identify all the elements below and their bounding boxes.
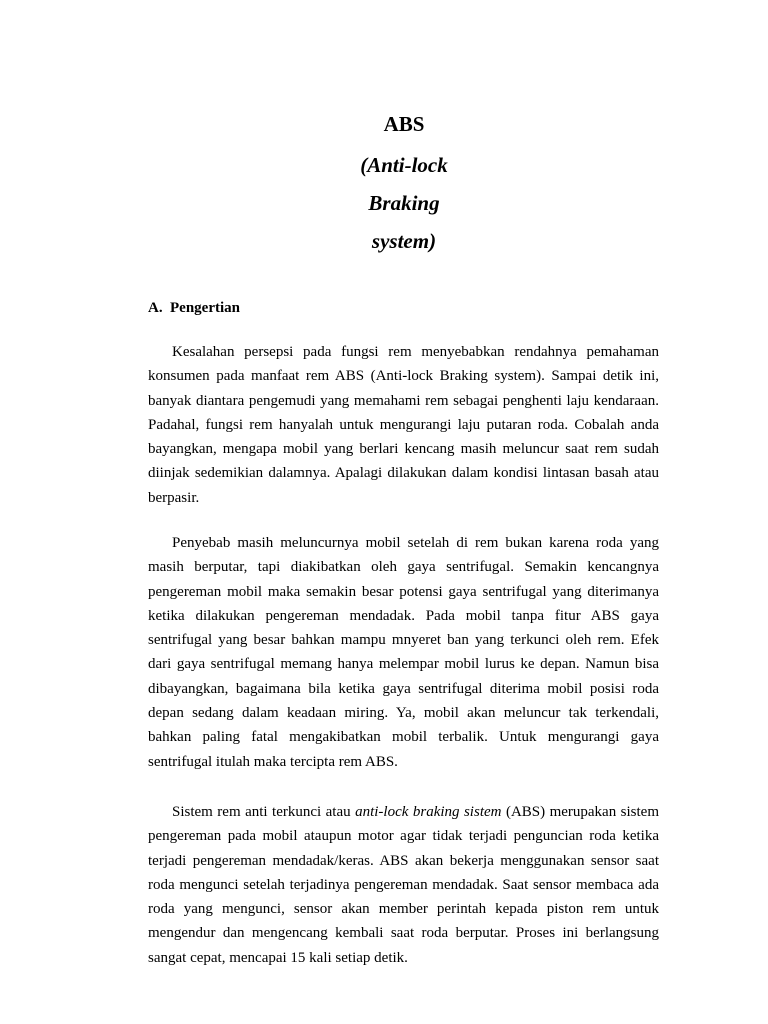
section-number: A. [148,300,163,316]
subtitle-line: system) [371,229,437,253]
paragraph [148,531,659,774]
document-title: ABS [383,112,425,136]
paragraph-text: Penyebab masih meluncurnya mobil setelah di rem bukan karena roda yang masih berputar, tapi diakibatkan oleh gaya sentrifugal. Semakin kencangnya pengereman mobil maka semakin besar potensi gaya sentrifugal yang diterimanya ketika dilakukan pengereman mendadak. Pada mobil tanpa fitur ABS gaya sentrifugal yang besar bahkan mampu mnyeret ban yang terkunci oleh rem. Efek dari gaya sentrifugal memang hanya melempar mobil lurus ke depan. Namun bisa dibayangkan, bagaimana bila ketika gaya sentrifugal diterima mobil posisi roda depan sedang dalam keadaan miring. Ya, mobil akan meluncur tak terkendali, bahkan paling fatal mengakibatkan mobil terbalik. Untuk mengurangi gaya sentrifugal itulah maka tercipta rem ABS. [148,535,659,770]
paragraph [148,800,659,970]
section-heading [148,298,240,318]
paragraph [148,340,659,510]
subtitle-line: Braking [368,191,440,215]
subtitle-line: (Anti-lock [360,153,448,177]
paragraph-text: (ABS) merupakan sistem pengereman pada mobil ataupun motor agar tidak terjadi penguncian roda ketika terjadi pengereman mendadak/keras. ABS akan bekerja menggunakan sensor saat roda mengunci setelah terjadinya pengereman mendadak. Saat sensor membaca ada roda yang mengunci, sensor akan member perintah kepada piston rem untuk mengendur dan mengencang kembali saat roda berputar. Proses ini berlangsung sangat cepat, mencapai 15 kali setiap detik. [148,804,660,966]
section-title: Pengertian [170,300,240,316]
paragraph-italic-term: anti-lock braking sistem [355,804,502,820]
title-block [340,108,468,260]
document-subtitle [340,146,468,260]
paragraph-text: Kesalahan persepsi pada fungsi rem menyebabkan rendahnya pemahaman konsumen pada manfaat rem ABS (Anti-lock Braking system). Sampai detik ini, banyak diantara pengemudi yang memahami rem sebagai penghenti laju kendaraan. Padahal, fungsi rem hanyalah untuk mengurangi laju putaran roda. Cobalah anda bayangkan, mengapa mobil yang berlari kencang masih meluncur saat rem sudah diinjak sedemikian dalamnya. Apalagi dilakukan dalam kondisi lintasan basah atau berpasir. [148,344,659,506]
paragraph-text: Sistem rem anti terkunci atau [172,804,356,820]
